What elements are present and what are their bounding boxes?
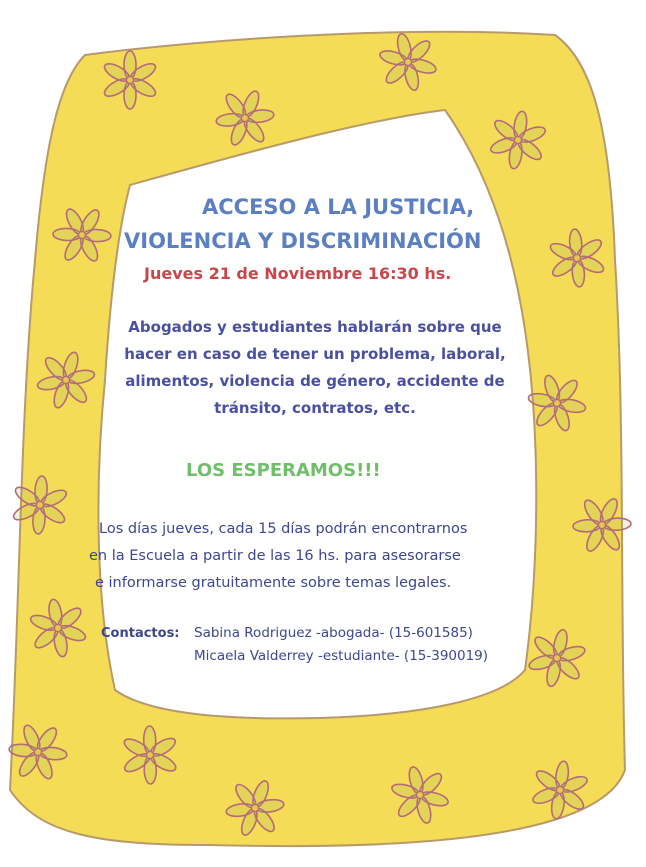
contact-2: Micaela Valderrey -estudiante- (15-390019) xyxy=(194,648,489,664)
info-line-2: en la Escuela a partir de las 16 hs. para asesorarse xyxy=(89,548,461,564)
contacts-label: Contactos: xyxy=(101,626,180,641)
event-date: Jueves 21 de Noviembre 16:30 hs. xyxy=(144,264,452,283)
description-line-1: Abogados y estudiantes hablarán sobre que xyxy=(128,318,502,336)
info-line-3: e informarse gratuitamente sobre temas legales. xyxy=(95,575,452,591)
title-line-2: VIOLENCIA Y DISCRIMINACIÓN xyxy=(124,229,482,253)
description-line-3: alimentos, violencia de género, accidente de xyxy=(125,372,505,390)
title-line-1: ACCESO A LA JUSTICIA, xyxy=(202,195,475,219)
contact-1: Sabina Rodriguez -abogada- (15-601585) xyxy=(194,625,473,641)
info-line-1: Los días jueves, cada 15 días podrán encontrarnos xyxy=(99,521,468,537)
description-line-2: hacer en caso de tener un problema, laboral, xyxy=(124,345,506,363)
call-to-action: LOS ESPERAMOS!!! xyxy=(186,460,381,481)
description-line-4: tránsito, contratos, etc. xyxy=(214,399,416,417)
